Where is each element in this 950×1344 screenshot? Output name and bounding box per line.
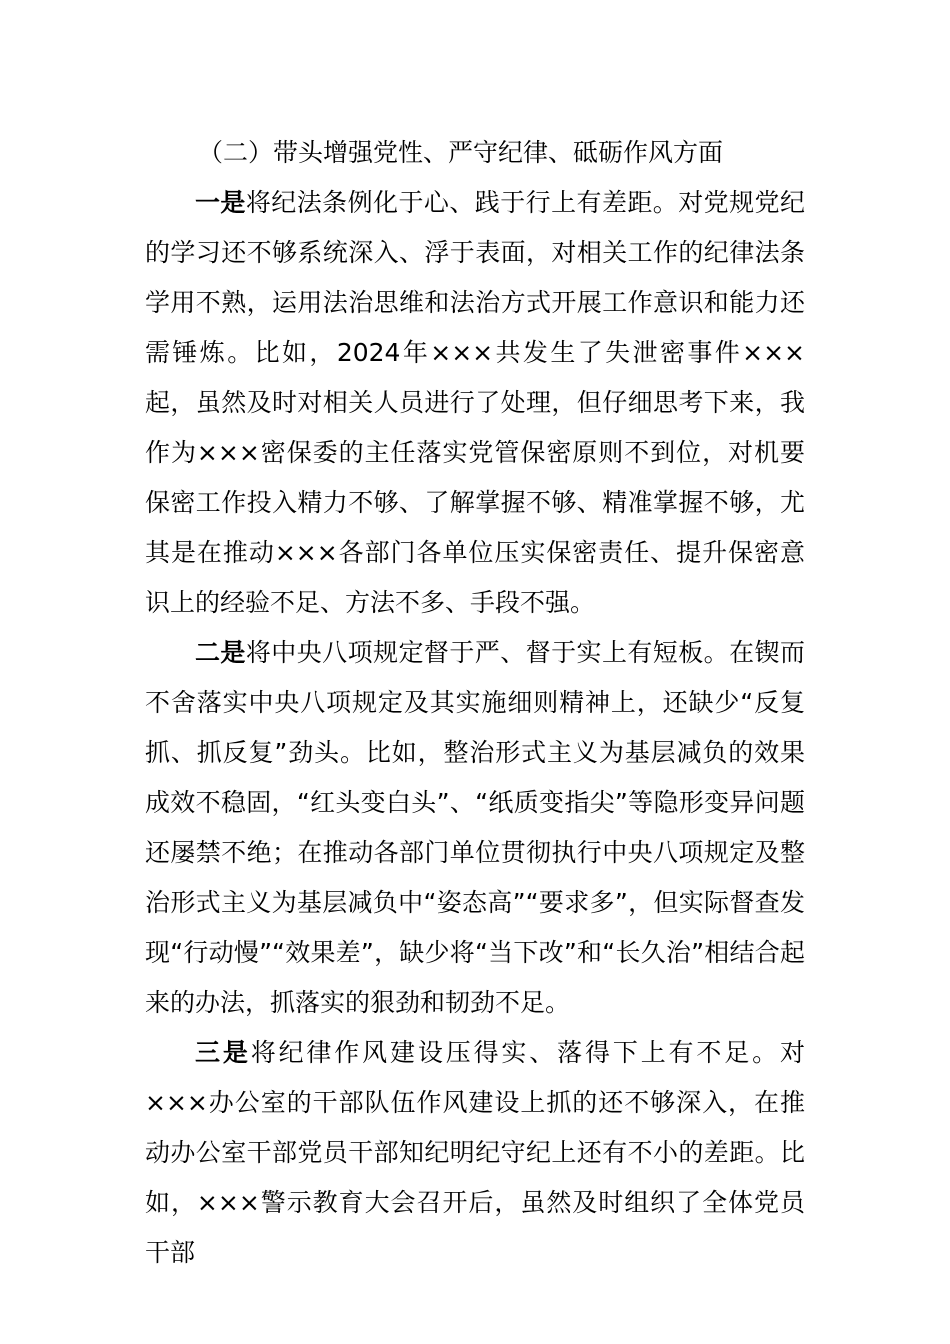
paragraph-2-text: 将中央八项规定督于严、督于实上有短板。在锲而不舍落实中央八项规定及其实施细则精神上，还缺少“反复抓、抓反复”劲头。比如，整治形式主义为基层减负的效果成效不稳固，“红头变白头”、“纸质变指尖”等隐形变异问题还屡禁不绝；在推动各部门单位贯彻执行中央八项规定及整治形式主义为基层减负中“姿态高”“要求多”，但实际督查发现“行动慢”“效果差”，缺少将“当下改”和“长久治”相结合起来的办法，抓落实的狠劲和韧劲不足。 — [145, 638, 805, 1017]
paragraph-1-lead: 一是 — [195, 188, 246, 217]
section-heading: （二）带头增强党性、严守纪律、砥砺作风方面 — [198, 138, 724, 167]
paragraph-1-text: 将纪法条例化于心、践于行上有差距。对党规党纪的学习还不够系统深入、浮于表面，对相关工作的纪律法条学用不熟，运用法治思维和法治方式开展工作意识和能力还需锤炼。比如，2024年×××共发生了失泄密事件×××起，虽然及时对相关人员进行了处理，但仔细思考下来，我作为×××密保委的主任落实党管保密原则不到位，对机要保密工作投入精力不够、了解掌握不够、精准掌握不够，尤其是在推动×××各部门各单位压实保密责任、提升保密意识上的经验不足、方法不多、手段不强。 — [145, 188, 805, 617]
paragraph-3-text: 将纪律作风建设压得实、落得下上有不足。对×××办公室的干部队伍作风建设上抓的还不够深入，在推动办公室干部党员干部知纪明纪守纪上还有不小的差距。比如，×××警示教育大会召开后，虽然及时组织了全体党员干部 — [145, 1038, 805, 1267]
paragraph-3 — [145, 1028, 805, 1278]
paragraph-1 — [145, 178, 805, 628]
paragraph-3-lead: 三是 — [195, 1038, 251, 1067]
paragraph-2 — [145, 628, 805, 1028]
document-body — [145, 178, 805, 1278]
paragraph-2-lead: 二是 — [195, 638, 246, 667]
